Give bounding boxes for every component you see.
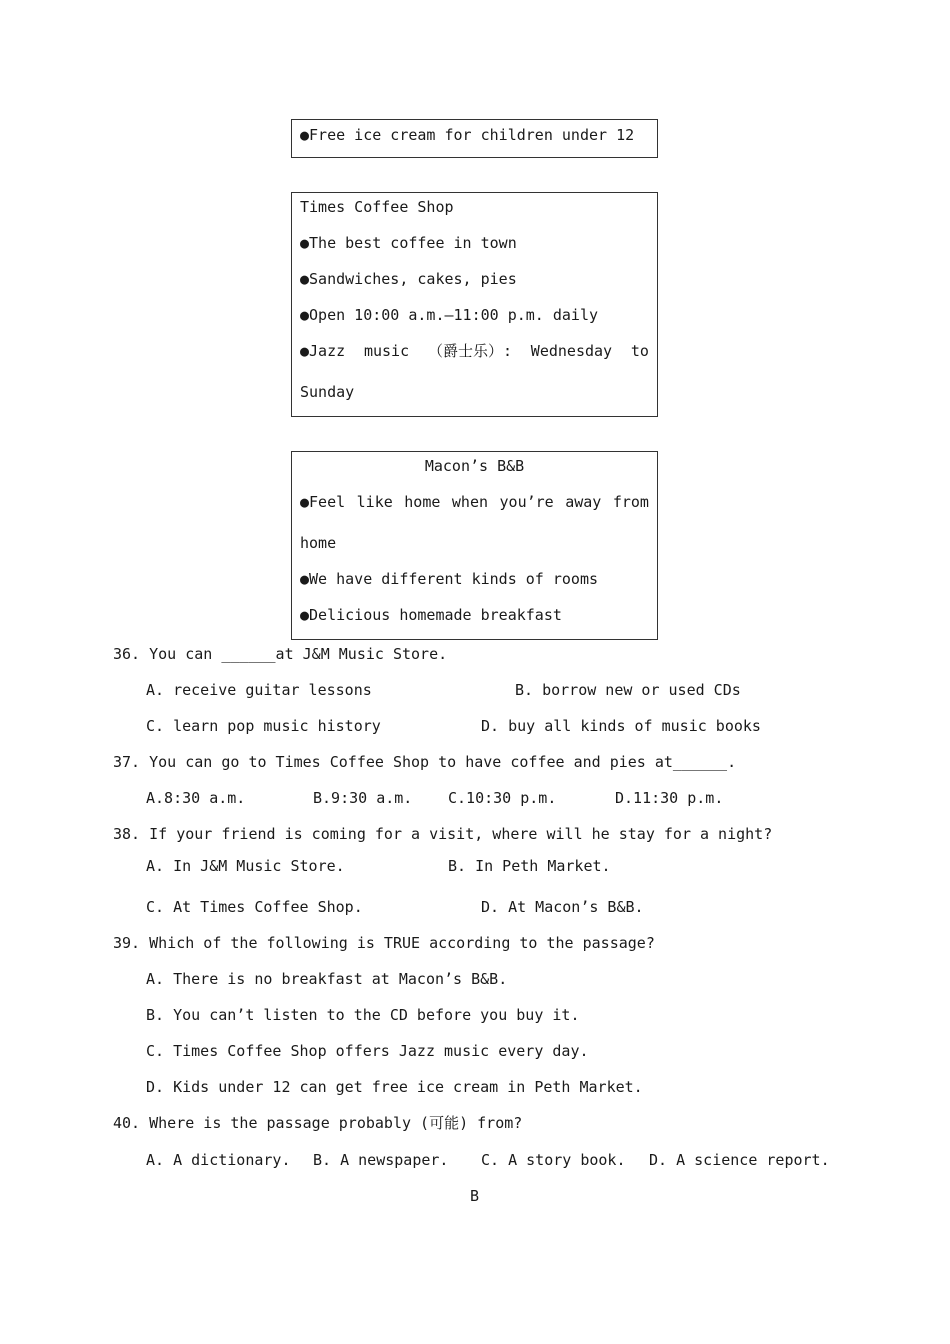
option-c: C. A story book. [481,1151,626,1169]
word: home [404,493,441,511]
ad-line: ●Delicious homemade breakfast [300,606,562,624]
question-stem: 40. Where is the passage probably (可能) from? [113,1114,523,1132]
word: music [363,342,410,360]
word: away [565,493,602,511]
question-stem: 37. You can go to Times Coffee Shop to have coffee and pies at______. [113,753,737,771]
question-stem: 36. You can ______at J&M Music Store. [113,645,448,663]
ad-line: ●The best coffee in town [300,234,517,252]
option-c: C. At Times Coffee Shop. [146,898,363,916]
ad-line: Sunday [300,383,355,401]
word: from [612,493,649,511]
option-b: B. You can’t listen to the CD before you buy it. [146,1006,580,1024]
question-stem: 39. Which of the following is TRUE according to the passage? [113,934,655,952]
word: ●Jazz [300,342,346,360]
word: when [451,493,489,511]
ad-line: ●Open 10:00 a.m.—11:00 p.m. daily [300,306,599,324]
option-b: B.9:30 a.m. [313,789,413,807]
option-a: A. There is no breakfast at Macon’s B&B. [146,970,508,988]
word: you’re [499,493,554,511]
ad-line: ●Free ice cream for children under 12 [300,126,635,144]
word: ●Feel [300,493,346,511]
option-d: D. Kids under 12 can get free ice cream in Peth Market. [146,1078,643,1096]
option-d: D.11:30 p.m. [615,789,724,807]
word: （爵士乐）: [427,342,512,360]
option-d: D. A science report. [649,1151,830,1169]
option-b: B. A newspaper. [313,1151,449,1169]
word: to [630,342,649,360]
ad-title: Times Coffee Shop [300,198,454,216]
question-stem: 38. If your friend is coming for a visit, where will he stay for a night? [113,825,773,843]
option-c: C.10:30 p.m. [448,789,557,807]
ad-line: ●Sandwiches, cakes, pies [300,270,517,288]
ad-line: ●We have different kinds of rooms [300,570,599,588]
option-a: A. In J&M Music Store. [146,857,345,875]
word: like [356,493,393,511]
ad-line: home [300,534,337,552]
option-a: A. A dictionary. [146,1151,291,1169]
option-a: A. receive guitar lessons [146,681,372,699]
option-d: D. At Macon’s B&B. [481,898,644,916]
ad-box-peth-market [291,119,658,158]
ad-box-macons-bnb [291,451,658,640]
ad-line-justified [300,493,649,511]
ad-line-justified [300,342,649,360]
option-b: B. In Peth Market. [448,857,611,875]
section-label: B [470,1187,480,1205]
ad-box-times-coffee-shop [291,192,658,417]
ad-title: Macon’s B&B [424,457,525,475]
option-d: D. buy all kinds of music books [481,717,761,735]
option-c: C. Times Coffee Shop offers Jazz music every day. [146,1042,589,1060]
option-b: B. borrow new or used CDs [515,681,741,699]
option-c: C. learn pop music history [146,717,381,735]
option-a: A.8:30 a.m. [146,789,246,807]
word: Wednesday [530,342,613,360]
